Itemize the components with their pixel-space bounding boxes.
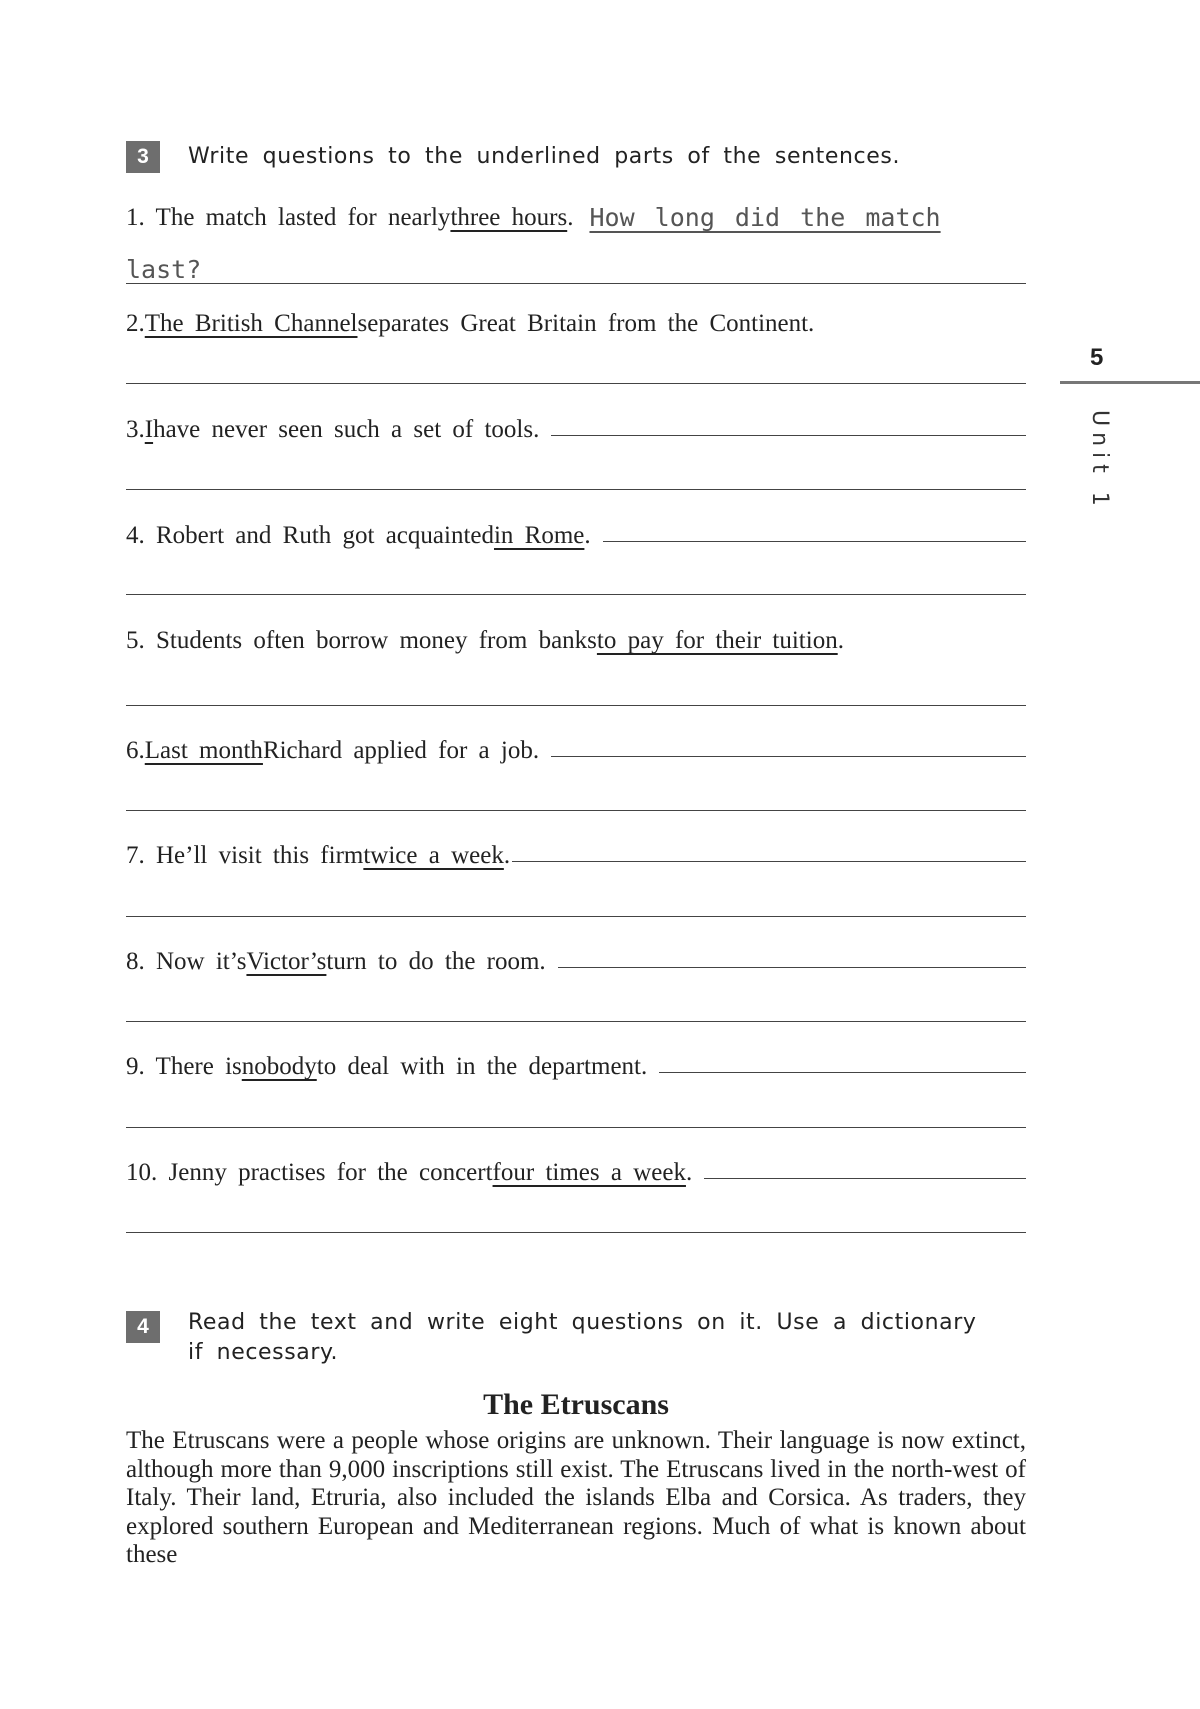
underlined-part: in Rome	[493, 522, 585, 549]
question-item-3	[126, 404, 1026, 444]
answer-rule[interactable]	[126, 594, 1026, 595]
underlined-part: twice a week	[363, 842, 504, 869]
underlined-part: nobody	[241, 1053, 317, 1080]
question-item-5	[126, 615, 1026, 655]
exercise-instruction: Write questions to the underlined parts of the sentences.	[188, 144, 901, 169]
sidebar-rule	[1060, 381, 1200, 384]
underlined-part: The British Channel	[144, 310, 358, 337]
question-item-7	[126, 830, 1026, 870]
item-text-pre: 5. Students often borrow money from banks	[126, 627, 597, 654]
answer-rule[interactable]	[126, 1127, 1026, 1128]
answer-rule[interactable]	[126, 489, 1026, 490]
item-text-pre: 1. The match lasted for nearly	[126, 204, 451, 231]
item-text-pre: 8. Now it’s	[126, 948, 247, 975]
underlined-part: three hours	[450, 204, 568, 231]
answer-blank[interactable]	[551, 755, 1026, 757]
answer-rule[interactable]	[126, 1021, 1026, 1022]
question-item-4	[126, 510, 1026, 550]
answer-rule[interactable]	[126, 916, 1026, 917]
item-text-post: separates Great Britain from the Continent.	[357, 310, 815, 337]
item-text-post: .	[503, 842, 511, 869]
unit-label: Unit 1	[1087, 410, 1112, 512]
instruction-line-2: if necessary.	[188, 1340, 339, 1365]
item-text-post: .	[837, 627, 844, 654]
exercise-3-header	[126, 141, 1026, 173]
item-text-post: turn to do the room.	[326, 948, 546, 975]
answer-rule	[126, 283, 1026, 284]
item-text-post: have never seen such a set of tools.	[153, 416, 540, 443]
exercise-4-header	[126, 1308, 1026, 1368]
question-item-8	[126, 936, 1026, 976]
underlined-part: Last month	[144, 737, 263, 764]
item-text-post: .	[567, 204, 574, 231]
handwritten-answer: How long did the match	[589, 203, 941, 232]
item-text-pre: 9. There is	[126, 1053, 242, 1080]
answer-rule[interactable]	[126, 705, 1026, 706]
answer-rule[interactable]	[126, 383, 1026, 384]
question-item-2	[126, 298, 1026, 338]
item-text-post: Richard applied for a job.	[262, 737, 540, 764]
instruction-line-1: Read the text and write eight questions on it. Use a dictionary	[188, 1310, 977, 1335]
handwritten-answer-cont: last?	[126, 255, 202, 284]
question-item-6	[126, 725, 1026, 765]
question-item-9	[126, 1041, 1026, 1081]
underlined-part: four times a week	[492, 1159, 686, 1186]
answer-rule[interactable]	[126, 810, 1026, 811]
item-text-pre: 6.	[126, 737, 145, 764]
answer-blank[interactable]	[558, 966, 1026, 968]
exercise-number-badge: 3	[126, 141, 160, 173]
question-item-10	[126, 1147, 1026, 1187]
answer-blank[interactable]	[704, 1177, 1026, 1179]
answer-blank[interactable]	[603, 540, 1026, 542]
item-text-pre: 10. Jenny practises for the concert	[126, 1159, 493, 1186]
item-text-pre: 3.	[126, 416, 145, 443]
reading-text-body: The Etruscans were a people whose origins are unknown. Their language is now extinct, although more than 9,000 inscriptions still exist. The Etruscans lived in the north-west of Italy. Their land, Etruria, also included the islands Elba and Corsica. As traders, they explored southern European and Mediterranean regions. Much of what is known about these	[126, 1427, 1026, 1568]
question-item-1	[126, 192, 1026, 232]
underlined-part: to pay for their tuition	[596, 627, 838, 654]
item-text-post: .	[584, 522, 591, 549]
answer-blank[interactable]	[551, 434, 1026, 436]
answer-blank[interactable]	[659, 1071, 1026, 1073]
answer-rule[interactable]	[126, 1232, 1026, 1233]
item-text-post: .	[685, 1159, 693, 1186]
answer-line-1b	[126, 244, 1026, 284]
exercise-number-badge: 4	[126, 1311, 160, 1343]
item-text-post: to deal with in the department.	[316, 1053, 648, 1080]
item-text-pre: 4. Robert and Ruth got acquainted	[126, 522, 494, 549]
page-number: 5	[1090, 344, 1104, 371]
item-text-pre: 7. He’ll visit this firm	[126, 842, 364, 869]
reading-text-title: The Etruscans	[483, 1388, 669, 1421]
exercise-instruction	[188, 1308, 1026, 1368]
underlined-part: I	[144, 416, 154, 443]
item-text-pre: 2.	[126, 310, 145, 337]
underlined-part: Victor’s	[246, 948, 327, 975]
answer-blank[interactable]	[512, 860, 1026, 862]
